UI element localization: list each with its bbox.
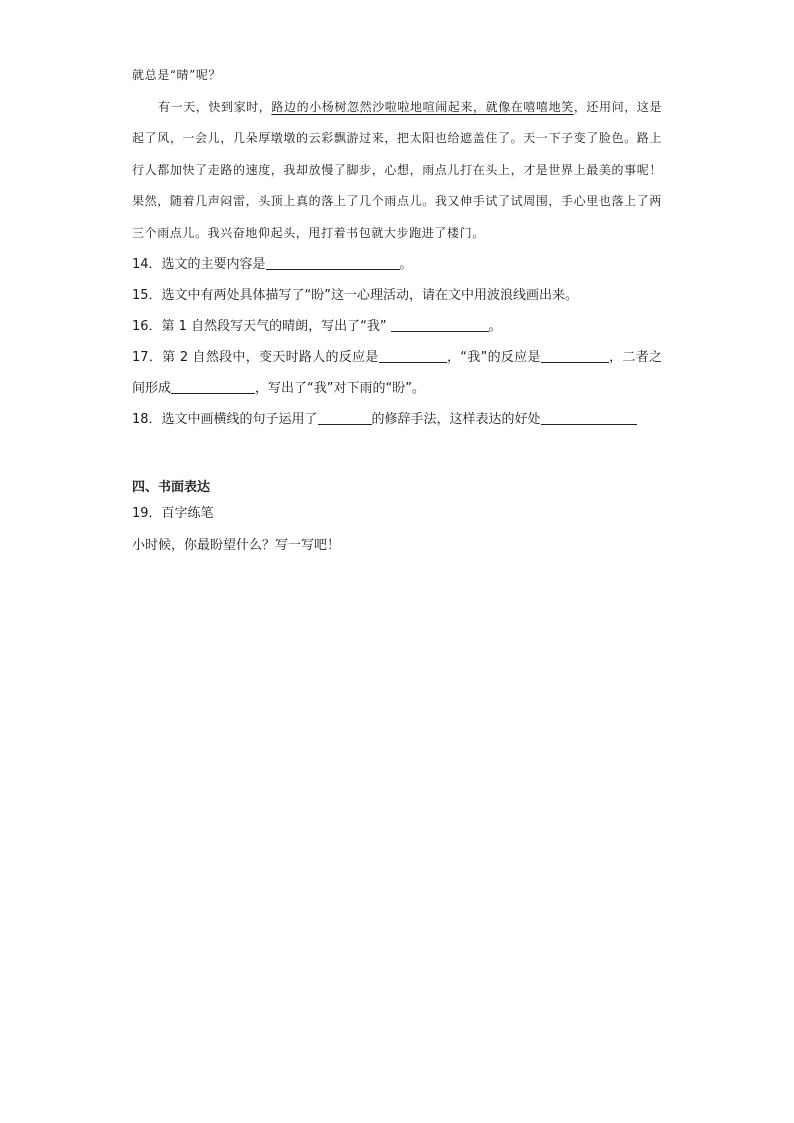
reading-passage [132,60,662,249]
question-18-part2: 的修辞手法，这样表达的好处 [371,412,541,427]
answer-blank-17a[interactable] [379,348,447,363]
answer-blank-18a[interactable] [318,410,372,425]
worksheet-page [132,60,662,559]
question-17-part2: ，“我”的反应是 [446,350,541,365]
answer-blank-17b[interactable] [541,348,609,363]
question-17-part1: 17．第 2 自然段中，变天时路人的反应是 [132,350,379,365]
passage-text-before: 有一天，快到家时， [158,99,272,114]
question-17 [132,342,662,404]
answer-blank-16[interactable] [391,317,489,332]
question-18 [132,404,662,435]
question-14-end: 。 [399,257,413,272]
underlined-sentence: 路边的小杨树忽然沙啦啦地喧闹起来，就像在嘻嘻地笑 [271,99,574,114]
question-17-part4: ，写出了“我”对下雨的“盼”。 [255,381,425,396]
question-16-end: 。 [488,319,502,334]
question-15 [132,280,662,311]
answer-blank-18b[interactable] [541,410,637,425]
question-19-prompt: 小时候，你最盼望什么？写一写吧！ [132,538,341,553]
question-16 [132,311,662,342]
question-14 [132,249,662,280]
section-4-title: 四、书面表达 [132,480,211,495]
question-14-text: 14．选文的主要内容是 [132,257,266,272]
question-18-part1: 18．选文中画横线的句子运用了 [132,412,318,427]
section-spacer [132,435,662,475]
answer-blank-14[interactable] [266,255,400,270]
question-16-text: 16．第 1 自然段写天气的晴朗，写出了“我” [132,319,387,334]
passage-paragraph-2 [132,92,662,250]
passage-text-after: ，还用问，这是起了风，一会儿，几朵厚墩墩的云彩飘游过来，把太阳也给遮盖住了。天一下子变了脸色。路上行人都加快了走路的速度，我却放慢了脚步，心想，雨点儿打在头上，才是世界上最美的事呢！果然，随着几声闷雷，头顶上真的落上了几个雨点儿。我又伸手试了试周围，手心里也落上了两三个雨点儿。我兴奋地仰起头，甩打着书包就大步跑进了楼门。 [132,99,663,240]
question-19-label: 19．百字练笔 [132,506,214,521]
question-15-text: 15．选文中有两处具体描写了“盼”这一心理活动，请在文中用波浪线画出来。 [132,288,579,303]
answer-blank-17c[interactable] [171,379,255,394]
question-17-part3: ，二者之间形成 [132,350,662,396]
passage-line-first: 就总是“晴”呢？ [132,68,222,82]
